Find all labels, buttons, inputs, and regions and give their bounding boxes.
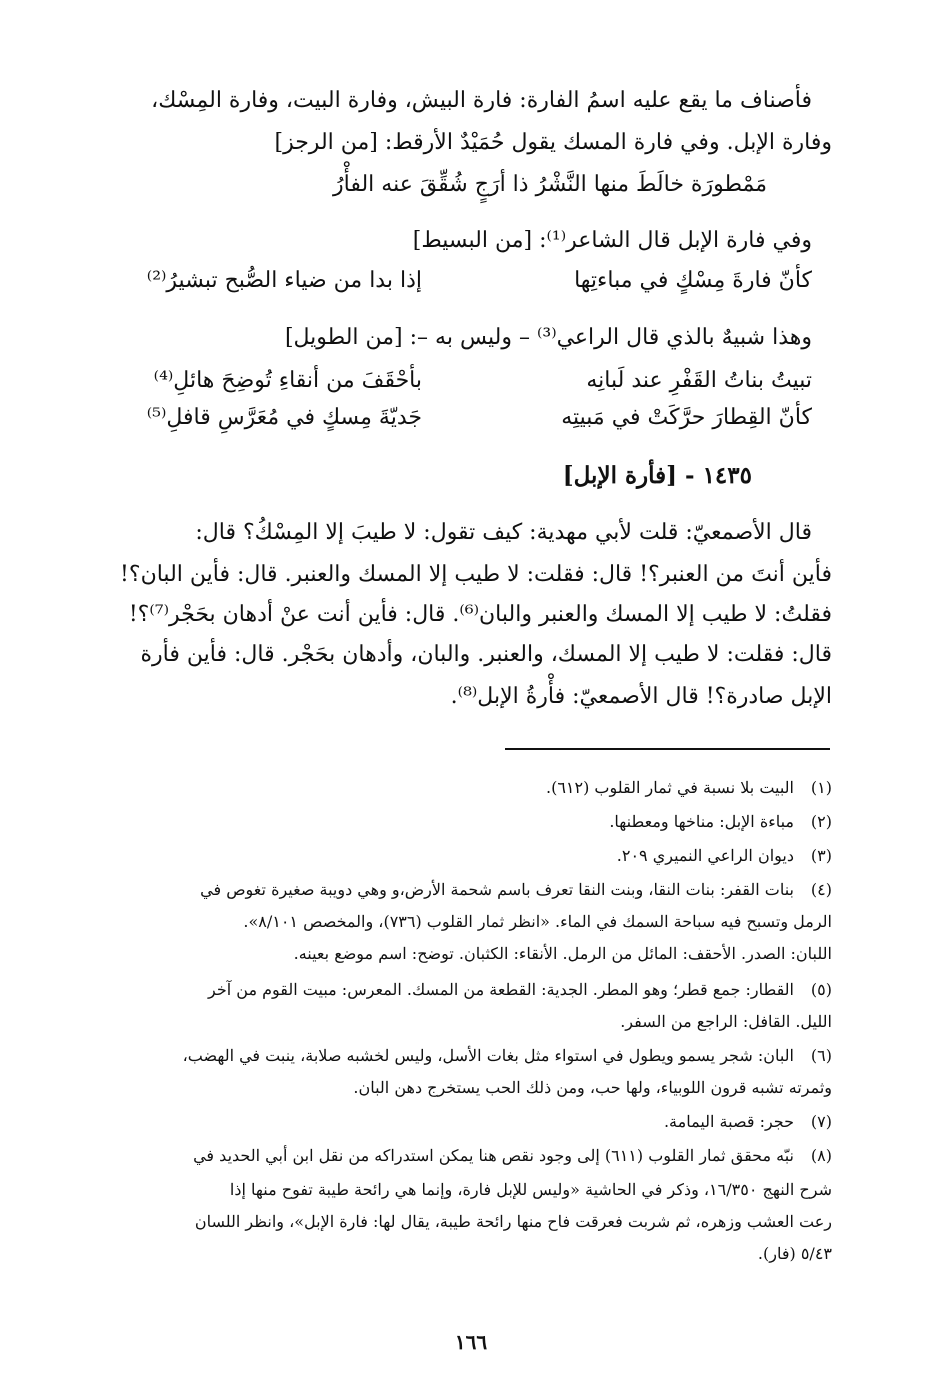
footnote-number: (٨) (810, 1146, 832, 1165)
verse-4-second-hemistich: جَديّةَ مِسكٍ في مُعَرَّسِ قافلِ⁽⁵⁾ (146, 405, 422, 430)
footnote-number: (٥) (810, 980, 832, 999)
footnote-number: (٢) (810, 812, 832, 831)
footnote-text: وثمرته تشبه قرون اللوبياء، ولها حب، ومن ذلك الحب يستخرج دهن البان. (353, 1078, 832, 1097)
footnote-text: بنات القفر: بنات النقا، وبنت النقا تعرف باسم شحمة الأرض،و وهي دويبة صغيرة تغوص في (200, 880, 794, 899)
footnote-number: (١) (810, 778, 832, 797)
paragraph-line-4: قال: فقلت: لا طيب إلا المسك، والعنبر. والبان، وأدهان بحَجْر. قال: فأين فأرة (140, 642, 832, 667)
body-line-4: وهذا شبيهٌ بالذي قال الراعي⁽³⁾ – وليس به –: [من الطويل] (284, 325, 812, 350)
footnote-text: مباءة الإبل: مناخها ومعطنها. (609, 812, 794, 831)
paragraph-line-3: فقلتُ: لا طيب إلا المسك والعنبر والبان⁽⁶⁾. قال: فأين أنت عنْ أدهان بحَجْر⁽⁷⁾؟! (128, 602, 832, 627)
paragraph-line-1: قال الأصمعيّ: قلت لأبي مهدية: كيف تقول: لا طيبَ إلا المِسْكُ؟ قال: (195, 520, 812, 545)
footnote-number: (٦) (810, 1046, 832, 1065)
section-heading: ١٤٣٥ - [فأرة الإبل] (562, 462, 752, 489)
footnote-text: نبّه محقق ثمار القلوب (٦١١) إلى وجود نقص هنا يمكن استدراكه من نقل ابن أبي الحديد في (193, 1146, 794, 1165)
verse-2-first-hemistich: كأنّ فارةَ مِسْكٍ في مباءتِها (574, 268, 812, 293)
footnote-text: القطار: جمع قطر؛ وهو المطر. الجدية: القطعة من المسك. المعرس: مبيت القوم من آخر (208, 980, 794, 999)
footnote-number: (٣) (810, 846, 832, 865)
footnote-text: الليل. القافل: الراجع من السفر. (620, 1012, 832, 1031)
footnote-text: حجر: قصبة اليمامة. (663, 1112, 794, 1131)
paragraph-line-2: فأين أنتَ من العنبر؟! قال: فقلت: لا طيب إلا المسك والعنبر. قال: فأين البان؟! (120, 562, 832, 587)
footnote-text: الرمل وتسبح فيه سباحة السمك في الماء. «انظر ثمار القلوب (٧٣٦)، والمخصص ٨/١٠١». (243, 912, 832, 931)
body-line-3: وفي فارة الإبل قال الشاعر⁽¹⁾: [من البسيط] (412, 228, 812, 253)
paragraph-line-5: الإبل صادرة؟! قال الأصمعيّ: فأْرةُ الإبل⁽⁸⁾. (450, 684, 832, 709)
verse-4-first-hemistich: كأنّ القِطارَ حرَّكَتْ في مَبيتِه (561, 405, 812, 430)
footnote-number: (٤) (810, 880, 832, 899)
footnote-separator (505, 748, 830, 750)
page-number: ١٦٦ (454, 1330, 488, 1354)
body-line-2: وفارة الإبل. وفي فارة المسك يقول حُمَيْدٌ الأرقط: [من الرجز] (274, 130, 832, 155)
footnote-text: ديوان الراعي النميري ٢٠٩. (616, 846, 794, 865)
body-line-1: فأصناف ما يقع عليه اسمُ الفارة: فارة البيش، وفارة البيت، وفارة المِسْك، (151, 88, 812, 113)
footnote-text: شرح النهج ١٦/٣٥٠، وذكر في الحاشية «وليس للإبل فارة، وإنما هي رائحة طيبة تفوح منها إذا (229, 1180, 832, 1199)
verse-3-second-hemistich: بأحْقَفَ من أنقاءِ تُوضِحَ هائلِ⁽⁴⁾ (153, 368, 422, 393)
verse-1: مَمْطورَة خالَطَ منها النَّشْرُ ذا أرَجٍ شُقِّقَ عنه الفأْرُ (333, 172, 767, 197)
verse-2-second-hemistich: إذا بدا من ضياء الصُّبح تبشيرُ⁽²⁾ (146, 268, 422, 293)
footnote-text: ٥/٤٣ (فار). (757, 1244, 832, 1263)
verse-3-first-hemistich: تبيتُ بناتُ القَفْرِ عند لَبانِه (586, 368, 812, 393)
footnote-text: البان: شجر يسمو ويطول في استواء مثل بغات الأسل، وليس لخشبه صلابة، ينبت في الهضب، (182, 1046, 794, 1065)
footnote-text: البيت بلا نسبة في ثمار القلوب (٦١٢). (545, 778, 794, 797)
footnote-text: رعت العشب وزهره، ثم شربت فعرقت فاح منها رائحة طيبة، يقال لها: فارة الإبل»، وانظر اللسان (194, 1212, 832, 1231)
footnote-number: (٧) (810, 1112, 832, 1131)
footnote-text: اللبان: الصدر. الأحقف: المائل من الرمل. الأنقاء: الكثبان. توضح: اسم موضع بعينه. (293, 944, 832, 963)
